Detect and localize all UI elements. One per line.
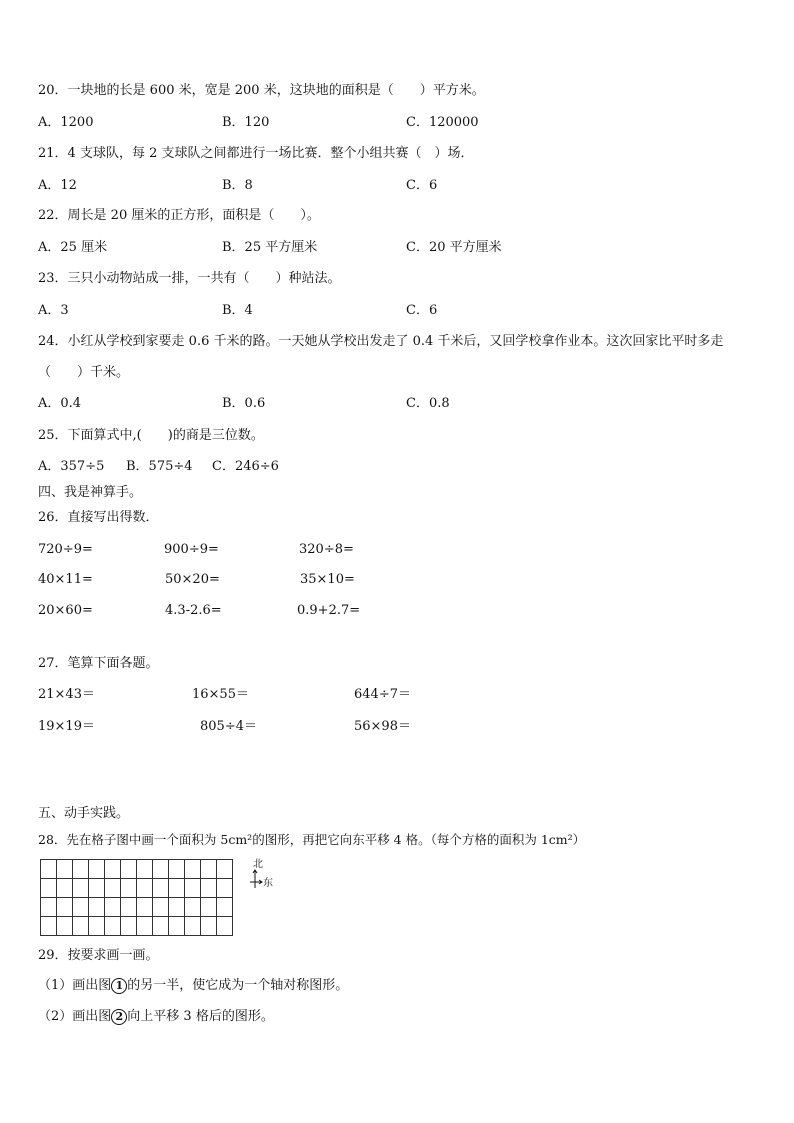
q26-expression: 40×11= [38,572,93,587]
q29-sub2-text: 向上平移 3 格后的图形。 [127,1009,274,1024]
question-28-stem: 28．先在格子图中画一个面积为 5cm²的图形，再把它向东平移 4 格。（每个方格的面积为 1cm²） [38,832,586,847]
q24-option-c: C．0.8 [406,396,450,411]
q25-option-b: B．575÷4 [126,459,193,474]
circled-number-1: 1 [111,978,127,994]
q26-expression: 50×20= [165,572,220,587]
q23-option-c: C．6 [406,303,438,318]
q26-expression: 900÷9= [164,542,219,557]
q20-option-b: B．120 [222,115,270,130]
question-23-stem: 23．三只小动物站成一排，一共有（ ）种站法。 [38,271,341,286]
q26-expression: 35×10= [300,572,355,587]
q21-option-a: A．12 [38,178,77,193]
circled-number-2: 2 [111,1009,127,1025]
question-25-stem: 25．下面算式中,( )的商是三位数。 [38,428,264,443]
question-22-stem: 22．周长是 20 厘米的正方形，面积是（ ）。 [38,208,320,223]
q29-sub1-prefix: （1）画出图 [38,978,112,993]
compass-arrows-icon [247,868,263,890]
q27-expression: 56×98＝ [354,719,411,734]
q21-option-c: C．6 [406,178,438,193]
question-27-stem: 27．笔算下面各题。 [38,656,159,671]
section-4-heading: 四、我是神算手。 [38,485,143,500]
q26-expression: 20×60= [38,603,93,618]
q22-option-c: C．20 平方厘米 [406,240,502,255]
compass-north-label: 北 [253,859,263,870]
q29-subquestion-2 [38,1008,274,1026]
q27-expression: 644÷7＝ [354,687,411,702]
q21-option-b: B．8 [222,178,253,193]
q29-sub2-prefix: （2）画出图 [38,1009,112,1024]
square-grid [40,859,233,936]
compass-east-label: 东 [263,878,273,889]
q24-option-b: B．0.6 [222,396,266,411]
q25-option-a: A．357÷5 [38,459,105,474]
question-20-stem: 20．一块地的长是 600 米，宽是 200 米，这块地的面积是（ ）平方米。 [38,83,485,98]
q25-option-c: C．246÷6 [212,459,279,474]
q26-expression: 720÷9= [38,542,93,557]
q26-expression: 0.9+2.7= [297,603,361,618]
q27-expression: 21×43＝ [38,687,95,702]
section-5-heading: 五、动手实践。 [38,806,130,821]
q24-option-a: A．0.4 [38,396,82,411]
q26-expression: 4.3-2.6= [165,603,222,618]
q20-option-c: C．120000 [406,115,479,130]
question-29-stem: 29．按要求画一画。 [38,948,159,963]
q26-expression: 320÷8= [299,542,354,557]
q23-option-a: A．3 [38,303,69,318]
question-21-stem: 21．4 支球队，每 2 支球队之间都进行一场比赛．整个小组共赛（ ）场． [38,146,474,161]
question-24-stem: 24．小红从学校到家要走 0.6 千米的路。一天她从学校出发走了 0.4 千米后，又回学校拿作业本。这次回家比平时多走 [38,334,724,349]
q22-option-a: A．25 厘米 [38,240,108,255]
question-24-stem-continued: （ ）千米。 [38,365,130,380]
q29-sub1-text: 的另一半，使它成为一个轴对称图形。 [127,978,349,993]
q27-expression: 16×55＝ [192,687,249,702]
q20-option-a: A．1200 [38,115,94,130]
q27-expression: 805÷4＝ [200,719,257,734]
q22-option-b: B．25 平方厘米 [222,240,318,255]
q23-option-b: B．4 [222,303,253,318]
q29-subquestion-1 [38,977,348,995]
question-26-stem: 26．直接写出得数． [38,510,159,525]
q27-expression: 19×19＝ [38,719,95,734]
